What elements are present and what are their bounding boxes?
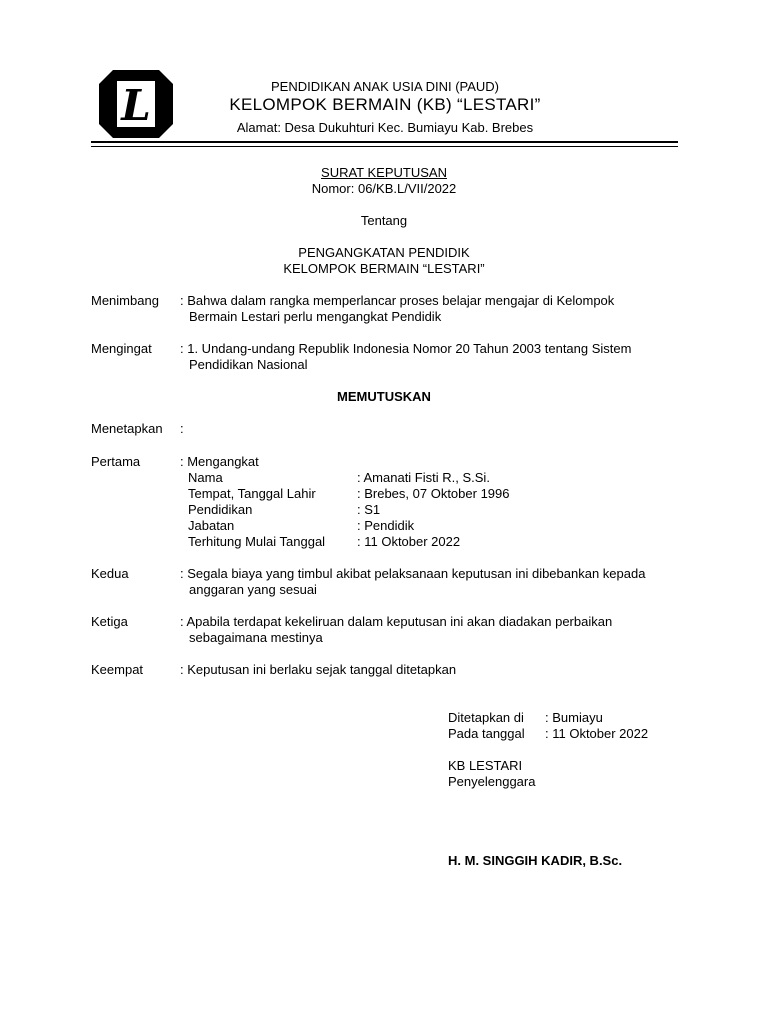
field-value-ttl: : Brebes, 07 Oktober 1996 (357, 486, 510, 501)
keempat-text: : Keputusan ini berlaku sejak tanggal ditetapkan (180, 662, 457, 677)
kedua-text-1: : Segala biaya yang timbul akibat pelaksanaan keputusan ini dibebankan kepada (180, 566, 646, 581)
field-value-pendidikan: : S1 (357, 502, 381, 517)
field-label-tmt: Terhitung Mulai Tanggal (188, 534, 326, 549)
ketiga-label: Ketiga (91, 614, 128, 629)
field-label-jabatan: Jabatan (188, 518, 235, 533)
mengingat-text-1: : 1. Undang-undang Republik Indonesia Nomor 20 Tahun 2003 tentang Sistem (180, 341, 632, 356)
document-number: Nomor: 06/KB.L/VII/2022 (311, 181, 457, 196)
menetapkan-colon: : (180, 421, 184, 436)
kedua-label: Kedua (91, 566, 129, 581)
subject-line-1: PENGANGKATAN PENDIDIK (298, 245, 470, 260)
kb-lestari-logo (97, 68, 175, 140)
tanggal-value: : 11 Oktober 2022 (545, 726, 649, 741)
header-rule-thin (91, 146, 678, 147)
menetapkan-label: Menetapkan (91, 421, 163, 436)
field-label-nama: Nama (188, 470, 223, 485)
field-label-ttl: Tempat, Tanggal Lahir (188, 486, 316, 501)
field-value-tmt: : 11 Oktober 2022 (357, 534, 461, 549)
header-institution-name: KELOMPOK BERMAIN (KB) “LESTARI” (229, 95, 541, 114)
field-value-jabatan: : Pendidik (357, 518, 415, 533)
signatory-org: KB LESTARI (448, 758, 523, 773)
subject-line-2: KELOMPOK BERMAIN “LESTARI” (283, 261, 485, 276)
logo-letter: L (121, 81, 151, 130)
header-address: Alamat: Desa Dukuhturi Kec. Bumiayu Kab. Brebes (236, 120, 534, 135)
keempat-label: Keempat (91, 662, 144, 677)
ketiga-text-1: : Apabila terdapat kekeliruan dalam keputusan ini akan diadakan perbaikan (180, 614, 613, 629)
document-title: SURAT KEPUTUSAN (321, 165, 447, 180)
pertama-label: Pertama (91, 454, 141, 469)
tanggal-label: Pada tanggal (448, 726, 525, 741)
ketiga-text-2: sebagaimana mestinya (189, 630, 323, 645)
field-label-pendidikan: Pendidikan (188, 502, 253, 517)
menimbang-text-2: Bermain Lestari perlu mengangkat Pendidik (189, 309, 442, 324)
menimbang-text-1: : Bahwa dalam rangka memperlancar proses belajar mengajar di Kelompok (180, 293, 615, 308)
signatory-name: H. M. SINGGIH KADIR, B.Sc. (448, 853, 623, 868)
pertama-text: : Mengangkat (180, 454, 259, 469)
kedua-text-2: anggaran yang sesuai (189, 582, 317, 597)
tentang-label: Tentang (360, 213, 408, 228)
ditetapkan-value: : Bumiayu (545, 710, 603, 725)
header-line-paud: PENDIDIKAN ANAK USIA DINI (PAUD) (270, 79, 500, 94)
signatory-role: Penyelenggara (448, 774, 536, 789)
field-value-nama: : Amanati Fisti R., S.Si. (357, 470, 490, 485)
header-rule-thick (91, 141, 678, 143)
mengingat-text-2: Pendidikan Nasional (189, 357, 308, 372)
ditetapkan-label: Ditetapkan di (448, 710, 524, 725)
mengingat-label: Mengingat (91, 341, 152, 356)
memutuskan-heading: MEMUTUSKAN (337, 389, 431, 404)
menimbang-label: Menimbang (91, 293, 159, 308)
